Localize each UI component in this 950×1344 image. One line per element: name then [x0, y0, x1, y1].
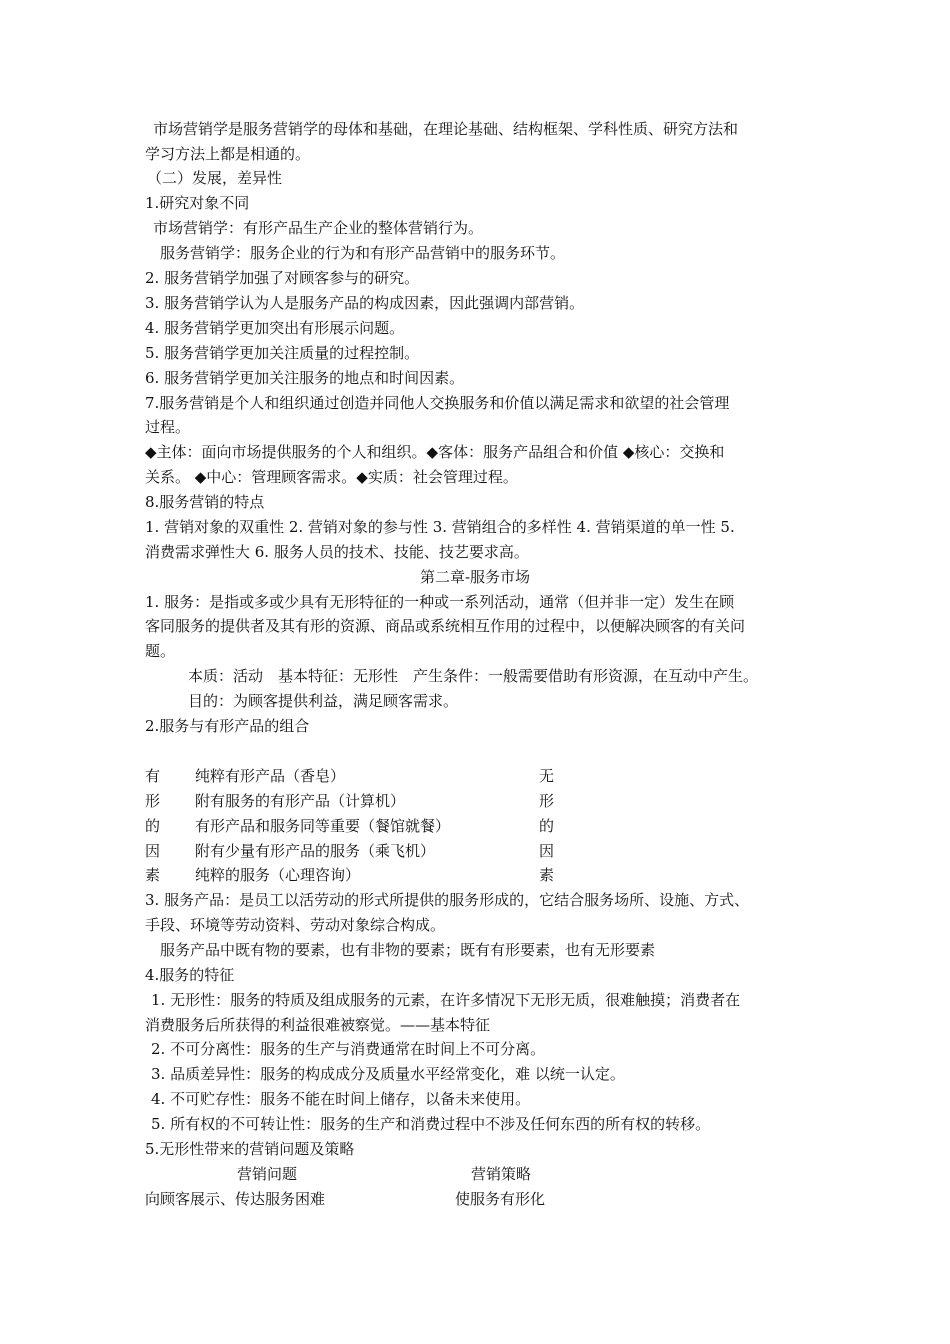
spectrum-item: 附有服务的有形产品（计算机） — [195, 792, 406, 810]
list-item: 4. 不可贮存性：服务不能在时间上储存，以备未来使用。 — [151, 1090, 531, 1108]
spectrum-left-char: 有 — [145, 767, 161, 785]
table-header-strategy: 营销策略 — [471, 1165, 532, 1183]
list-heading: 4.服务的特征 — [145, 966, 235, 984]
paragraph-line: 关系。 ◆中心：管理顾客需求。◆实质：社会管理过程。 — [145, 468, 518, 486]
paragraph-line: 服务产品中既有物的要素，也有非物的要素；既有有形要素，也有无形要素 — [160, 941, 656, 959]
spectrum-left-char: 因 — [145, 842, 161, 860]
section-heading: （二）发展，差异性 — [147, 169, 283, 187]
paragraph-line: 过程。 — [145, 418, 191, 436]
spectrum-item: 纯粹有形产品（香皂） — [195, 767, 346, 785]
list-heading: 1.研究对象不同 — [145, 194, 250, 212]
list-item: 2. 不可分离性：服务的生产与消费通常在时间上不可分离。 — [151, 1040, 546, 1058]
paragraph-line: 学习方法上都是相通的。 — [145, 145, 311, 163]
paragraph-line: 1. 服务：是指或多或少具有无形特征的一种或一系列活动，通常（但并非一定）发生在顾 — [145, 593, 735, 611]
spectrum-right-char: 无 — [539, 767, 555, 785]
paragraph-line: 市场营销学：有形产品生产企业的整体营销行为。 — [153, 219, 484, 237]
list-heading: 2.服务与有形产品的组合 — [145, 717, 310, 735]
paragraph-line: 消费需求弹性大 6. 服务人员的技术、技能、技艺要求高。 — [145, 543, 529, 561]
list-item: 1. 无形性：服务的特质及组成服务的元素，在许多情况下无形无质，很难触摸；消费者在 — [151, 991, 741, 1009]
spectrum-item: 有形产品和服务同等重要（餐馆就餐） — [195, 817, 451, 835]
chapter-title: 第二章-服务市场 — [419, 568, 531, 586]
list-item: 7.服务营销是个人和组织通过创造并同他人交换服务和价值以满足需求和欲望的社会管理 — [145, 394, 730, 412]
spectrum-left-char: 形 — [145, 792, 161, 810]
spectrum-item: 纯粹的服务（心理咨询） — [195, 866, 361, 884]
spectrum-right-char: 形 — [539, 792, 555, 810]
paragraph-line: 服务营销学：服务企业的行为和有形产品营销中的服务环节。 — [160, 244, 566, 262]
paragraph-line: 1. 营销对象的双重性 2. 营销对象的参与性 3. 营销组合的多样性 4. 营销渠道的单一性 5. — [145, 518, 735, 536]
spectrum-left-char: 的 — [145, 817, 161, 835]
spectrum-right-char: 因 — [539, 842, 555, 860]
list-item: 4. 服务营销学更加突出有形展示问题。 — [145, 319, 405, 337]
paragraph-line: 目的：为顾客提供利益，满足顾客需求。 — [188, 692, 459, 710]
spectrum-right-char: 的 — [539, 817, 555, 835]
spectrum-right-char: 素 — [539, 866, 555, 884]
list-item: 3. 服务产品：是员工以活劳动的形式所提供的服务形成的，它结合服务场所、设施、方式、 — [145, 891, 750, 909]
table-cell-problem: 向顾客展示、传达服务困难 — [145, 1190, 326, 1208]
paragraph-line: 手段、环境等劳动资料、劳动对象综合构成。 — [145, 916, 446, 934]
paragraph-line: 本质：活动 基本特征：无形性 产生条件：一般需要借助有形资源，在互动中产生。 — [188, 667, 759, 685]
list-item: 5. 所有权的不可转让性：服务的生产和消费过程中不涉及任何东西的所有权的转移。 — [151, 1115, 711, 1133]
paragraph-line: 客同服务的提供者及其有形的资源、商品或系统相互作用的过程中，以便解决顾客的有关问 — [145, 617, 746, 635]
list-item: 3. 服务营销学认为人是服务产品的构成因素，因此强调内部营销。 — [145, 294, 585, 312]
list-heading: 5.无形性带来的营销问题及策略 — [145, 1140, 355, 1158]
list-item: 5. 服务营销学更加关注质量的过程控制。 — [145, 344, 420, 362]
list-item: 6. 服务营销学更加关注服务的地点和时间因素。 — [145, 369, 465, 387]
paragraph-line: 题。 — [145, 642, 176, 660]
paragraph-line: ◆主体：面向市场提供服务的个人和组织。◆客体：服务产品组合和价值 ◆核心：交换和 — [145, 443, 725, 461]
table-cell-strategy: 使服务有形化 — [455, 1190, 546, 1208]
spectrum-left-char: 素 — [145, 866, 161, 884]
list-item: 2. 服务营销学加强了对顾客参与的研究。 — [145, 269, 420, 287]
list-heading: 8.服务营销的特点 — [145, 493, 265, 511]
list-item: 3. 品质差异性：服务的构成成分及质量水平经常变化，难 以统一认定。 — [151, 1065, 625, 1083]
paragraph-line: 消费服务后所获得的利益很难被察觉。——基本特征 — [145, 1016, 491, 1034]
paragraph-line: 市场营销学是服务营销学的母体和基础，在理论基础、结构框架、学科性质、研究方法和 — [153, 120, 739, 138]
spectrum-item: 附有少量有形产品的服务（乘飞机） — [195, 842, 436, 860]
table-header-problem: 营销问题 — [237, 1165, 298, 1183]
